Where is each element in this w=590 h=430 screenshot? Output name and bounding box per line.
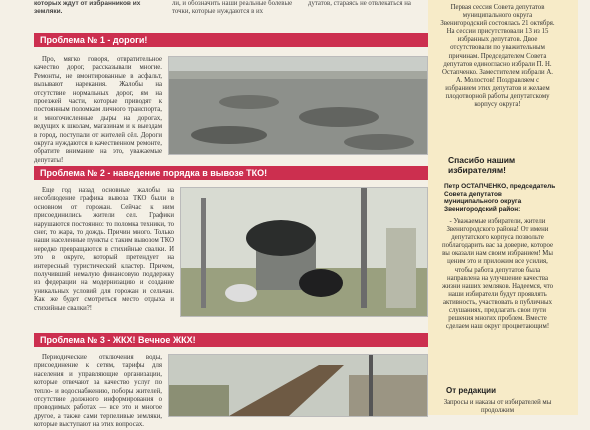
utilities-photo-illustration [169, 355, 427, 416]
section1-text [34, 56, 162, 165]
sidebar-intro: Первая сессия Совета депутатов муниципального округа Звенигородский состоялась 21 октября. На сессии присутствовали 13 из 15 избранных депутатов. Двое отсутствовали по уважительным причинам. Председателем Совета депутатов единогласно избрали П. Н. Остапченко. Заместителем избрали А. А. Молостов! Поздравляем с избранием этих депутатов и желаем плодотворной работы депутатскому корпусу округа! [440, 4, 555, 109]
section3-text [34, 354, 162, 430]
sidebar [440, 0, 555, 415]
top-fragment-right: дутатов, стараясь не отвлекаться на [308, 0, 411, 7]
editor-title: От редакции [446, 386, 496, 395]
garbage-photo-illustration [181, 188, 427, 316]
top-fragment-left: которых ждут от избранников их земляки. [34, 0, 141, 15]
section2-paragraph: Еще год назад основные жалобы на несоблюдение графика вывоза ТКО были в основном от горожан. Сейчас к ним присоединились жители сел. Графики нарушаются постоянно: то поломка техники, то снег, то жара, то дождь. Причин много. Только наши населенные пункты с таким вывозом ТКО нередко превращаются в стихийные свалки. И это в округе, который претендует на интересный туристический кластер. Причем, получивший немалую финансовую поддержку из федерации на модернизацию и создание уникальных условий для горожан и сельчан. Как же будет смотреться место отдыха и стихийные свалки?! [34, 187, 174, 312]
speaker-quote: - Уважаемые избиратели, жители Звенигородского района! От имени депутатского корпуса позвольте поблагодарить вас за доверие, которое вы оказали нам своим избранием! Мы ценим это и приложим все усилия, чтобы работа депутатов была направлена на улучшение качества жизни наших земляков. Надеемся, что наши избиратели будут проявлять активность, участвовать в публичных слушаниях, предлагать свои пути решения многих проблем. Вместе сделаем наш округ процветающим! [441, 218, 554, 331]
garbage-photo [180, 187, 428, 317]
section1-banner: Проблема № 1 - дороги! [34, 33, 428, 47]
utilities-photo [168, 354, 428, 417]
editor-text: Запросы и наказы от избирателей мы продолжим [443, 399, 552, 415]
thanks-title: Спасибо нашим избирателям! [448, 155, 516, 175]
section2-banner: Проблема № 2 - наведение порядка в вывозе ТКО! [34, 166, 428, 180]
section3-banner: Проблема № 3 - ЖКХ! Вечное ЖКХ! [34, 333, 428, 347]
top-fragment-middle: ли, и обозначить наши реальные болевые точки, которые нуждаются в их [172, 0, 293, 15]
speaker-caption: Петр ОСТАПЧЕНКО, председатель Совета депутатов муниципального округа Звенигородский район: [444, 183, 556, 213]
section1-paragraph: Про, мягко говоря, отвратительное качество дорог, рассказывали многие. Ремонты, не вмонтированные в асфальт, вызывают нарекания. Жалобы на отсутствие нормальных дорог, ям на проезжей части, которые приводят к постоянным поломкам личного транспорта, и многочисленные дыры на дорогах, ведущих к школам, магазинам и к выездам в город, поступали от жителей сёл. Дороги округа нуждаются в качественном ремонте, обратите внимание на это, уважаемые депутаты! [34, 56, 162, 164]
section2-text [34, 187, 174, 313]
section3-paragraph: Периодические отключения воды, присоединение к сетям, тарифы для населения и управляющие организации, которые отвечают за качество услуг по тепло- и водоснабжению, поборы жителей, отсутствие должного информирования о проводимых работах — все это и многое другое, а также сами терпеливые земляки, которые выступают на этих вопросах. [34, 354, 162, 429]
main-column [34, 0, 428, 429]
road-photo-illustration [169, 57, 427, 154]
road-photo [168, 56, 428, 155]
